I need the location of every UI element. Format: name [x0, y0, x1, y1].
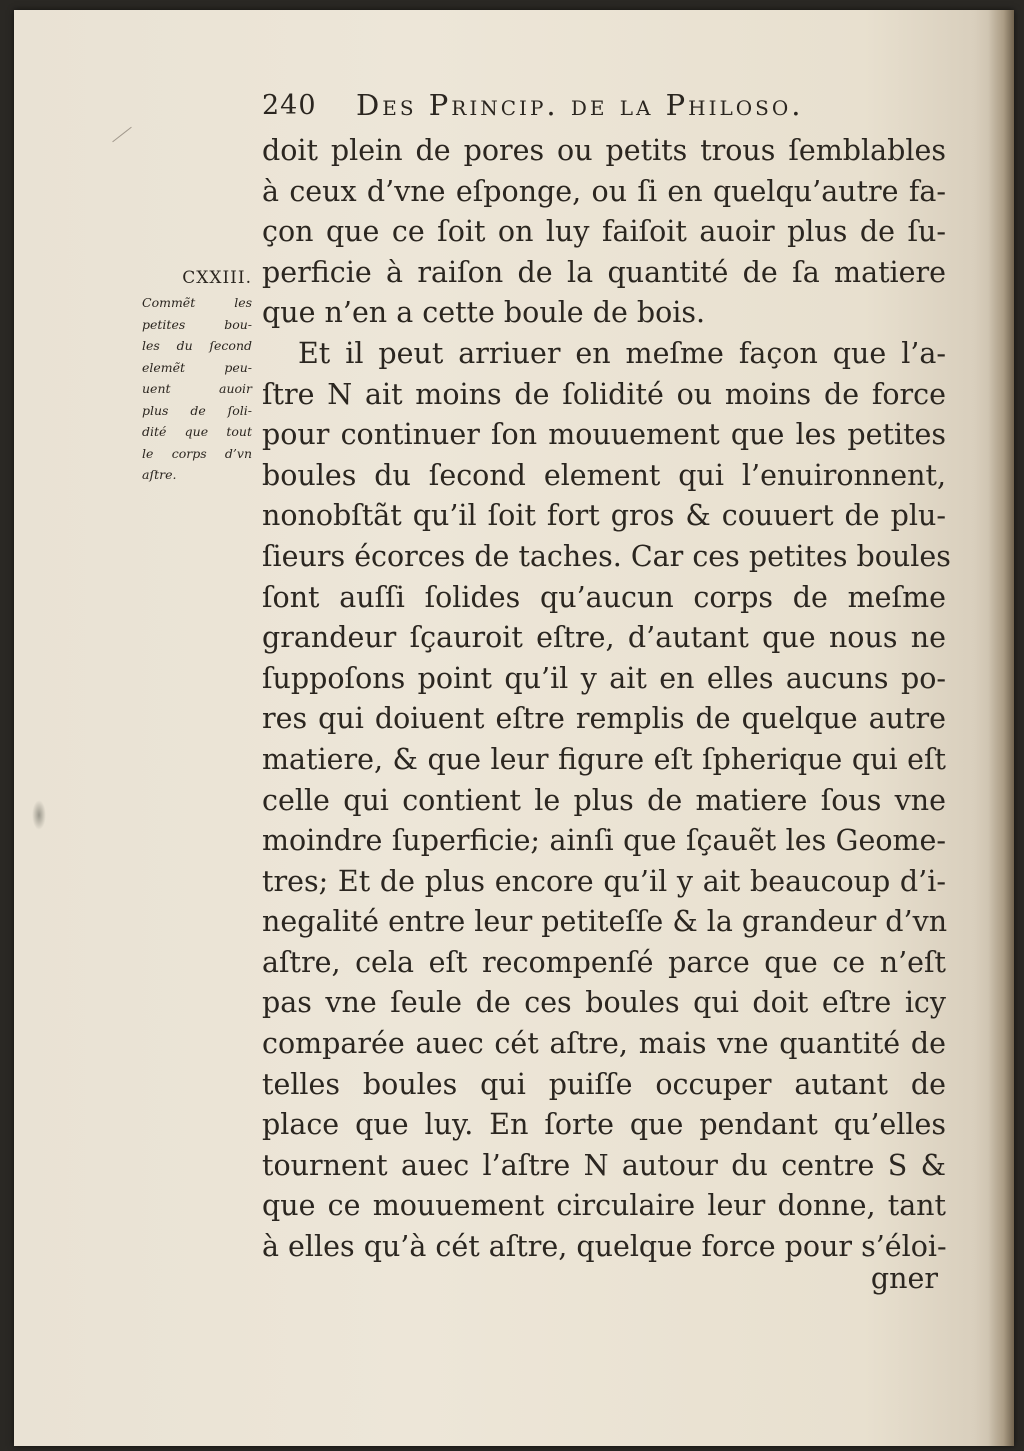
margin-note-line: uent auoir	[142, 381, 252, 396]
margin-note-line: le corps d’vn	[142, 445, 252, 461]
page-spine-shadow	[988, 10, 1014, 1446]
text-line: ſuppoſons point qu’il y ait en elles aucuns po-	[262, 661, 946, 695]
margin-note-line: plus de ſoli-	[142, 402, 252, 418]
pencil-mark	[112, 127, 132, 143]
text-line: boules du ſecond element qui l’enuironnent,	[262, 458, 946, 492]
text-line: moindre ſuperficie; ainſi que ſçauẽt les Geome-	[262, 824, 946, 858]
text-line: grandeur ſçauroit eſtre, d’autant que nous ne	[262, 621, 946, 655]
text-line: pas vne ſeule de ces boules qui doit eſtre icy	[262, 986, 946, 1020]
text-line: Et il peut arriuer en meſme façon que l’a-	[298, 336, 946, 370]
text-line: tres; Et de plus encore qu’il y ait beaucoup d’i-	[262, 864, 946, 898]
margin-note-line: Commẽt les	[142, 295, 252, 310]
margin-note-line: dité que tout	[142, 424, 252, 439]
text-line: celle qui contient le plus de matiere ſous vne	[262, 783, 946, 817]
text-line: tournent auec l’aſtre N autour du centre S &	[262, 1148, 946, 1182]
text-line: à ceux d’vne eſponge, ou ſi en quelqu’autre fa-	[262, 174, 946, 208]
text-line: res qui doiuent eſtre remplis de quelque autre	[262, 702, 946, 736]
text-line: doit plein de pores ou petits trous ſemblables	[262, 134, 946, 167]
page-number: 240	[262, 90, 317, 121]
text-line: nonobſtãt qu’il ſoit fort gros & couuert de plu-	[262, 499, 946, 533]
margin-note-line: elemẽt peu-	[142, 359, 252, 375]
margin-note-line: les du ſecond	[142, 338, 252, 353]
page-header	[262, 90, 942, 130]
text-line: matiere, & que leur figure eſt ſpherique qui eſt	[262, 742, 946, 776]
margin-note-line: petites bou-	[142, 316, 252, 332]
text-line: negalité entre leur petiteſſe & la grandeur d’vn	[262, 905, 948, 939]
text-line: que ce mouuement circulaire leur donne, tant	[262, 1189, 946, 1223]
text-line: comparée auec cét aſtre, mais vne quantité de	[262, 1027, 946, 1061]
text-line: à elles qu’à cét aſtre, quelque force pour s’éloi-	[262, 1230, 947, 1264]
margin-note	[142, 268, 252, 486]
text-line: ſont auſſi ſolides qu’aucun corps de meſme	[262, 580, 946, 614]
ink-smudge	[32, 800, 46, 830]
text-line: perficie à raiſon de la quantité de ſa matiere	[262, 255, 946, 289]
text-line: çon que ce ſoit on luy faiſoit auoir plus de ſu-	[262, 215, 946, 249]
text-line: ſieurs écorces de taches. Car ces petites boules	[262, 539, 951, 573]
text-line: telles boules qui puiſſe occuper autant de	[262, 1067, 946, 1101]
text-line: ſtre N ait moins de ſolidité ou moins de force	[262, 377, 946, 411]
margin-note-line: aſtre.	[142, 467, 177, 482]
margin-note-number: CXXIII.	[182, 268, 252, 288]
body-text	[262, 131, 951, 1268]
catchword: gner	[870, 1262, 938, 1295]
text-line: pour continuer ſon mouuement que les petites	[262, 418, 946, 452]
text-line: aſtre, cela eſt recompenſé parce que ce n’eſt	[262, 945, 946, 979]
running-head: Des Princip. de la Philoso.	[356, 88, 804, 122]
text-line: place que luy. En ſorte que pendant qu’elles	[262, 1108, 946, 1142]
text-line: que n’en a cette boule de bois.	[262, 296, 706, 330]
